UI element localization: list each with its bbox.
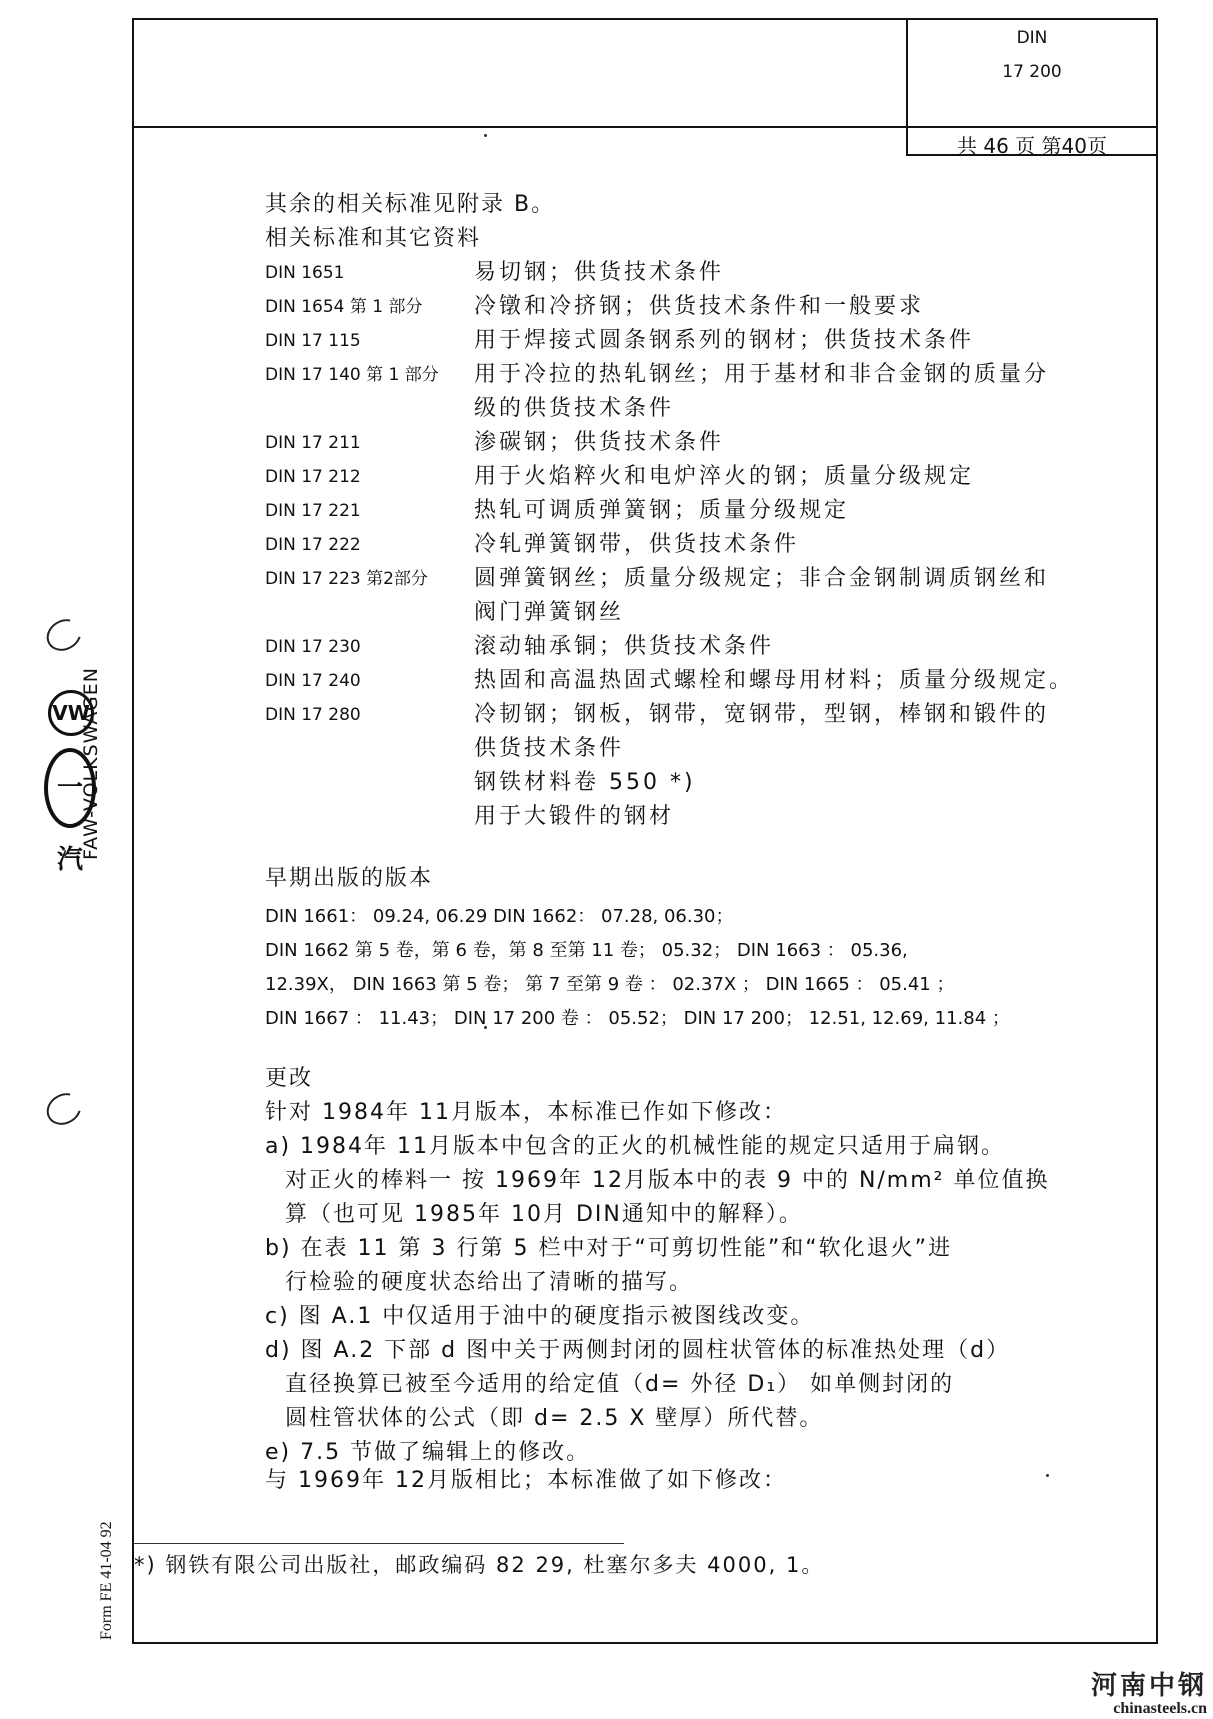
ref-code: DIN 1654 第 1 部分 xyxy=(265,297,423,317)
ref-description: 级的供货技术条件 xyxy=(474,396,675,421)
punch-hole-bottom xyxy=(41,1087,87,1131)
faw-logo: 一汽 xyxy=(44,748,96,828)
earlier-line: DIN 1661： 09.24, 06.29 DIN 1662： 07.28, 06.30； xyxy=(265,906,734,927)
vw-logo: VW xyxy=(48,690,94,736)
page-info: 共 46 页 第40页 xyxy=(957,134,1107,158)
ref-code: DIN 17 230 xyxy=(265,637,361,657)
earlier-line: DIN 1662 第 5 卷，第 6 卷，第 8 至第 11 卷； 05.32； DIN 1663 ： 05.36, xyxy=(265,940,908,961)
speck xyxy=(484,134,487,137)
ref-description: 热轧可调质弹簧钢；质量分级规定 xyxy=(474,498,850,523)
ref-code: DIN 17 223 第2部分 xyxy=(265,569,428,589)
speck xyxy=(1046,1474,1049,1477)
intro-line-1: 其余的相关标准见附录 B。 xyxy=(265,192,556,217)
change-item-line: 行检验的硬度状态给出了清晰的描写。 xyxy=(285,1270,694,1295)
footnote-rule xyxy=(134,1543,624,1544)
watermark xyxy=(1091,1672,1207,1718)
ref-code: DIN 17 222 xyxy=(265,535,361,555)
ref-description: 供货技术条件 xyxy=(474,736,625,761)
header-box xyxy=(906,20,1156,156)
ref-description: 滚动轴承铜；供货技术条件 xyxy=(474,634,775,659)
ref-description: 渗碳钢；供货技术条件 xyxy=(474,430,725,455)
earlier-title: 早期出版的版本 xyxy=(265,866,434,891)
ref-code: DIN 17 212 xyxy=(265,467,361,487)
ref-description: 用于焊接式圆条钢系列的钢材；供货技术条件 xyxy=(474,328,975,353)
punch-hole-top xyxy=(41,613,87,657)
change-item-line: 直径换算已被至今适用的给定值（d= 外径 D₁） 如单侧封闭的 xyxy=(285,1372,955,1397)
brand-vertical-text: FAW-VOLKSWAGEN xyxy=(80,667,102,860)
changes-outro: 与 1969年 12月版相比；本标准做了如下修改： xyxy=(265,1468,787,1493)
ref-description: 冷镦和冷挤钢；供货技术条件和一般要求 xyxy=(474,294,925,319)
ref-code: DIN 17 211 xyxy=(265,433,361,453)
form-number: Form FE 41-04 92 xyxy=(98,1521,115,1640)
watermark-line-2: chinasteels.cn xyxy=(1113,1700,1207,1717)
ref-description: 易切钢；供货技术条件 xyxy=(474,260,725,285)
change-item-line: 算（也可见 1985年 10月 DIN通知中的解释）。 xyxy=(285,1202,803,1227)
watermark-line-1: 河南中钢 xyxy=(1090,1671,1207,1701)
intro-line-2: 相关标准和其它资料 xyxy=(265,226,482,251)
ref-description: 圆弹簧钢丝；质量分级规定；非合金钢制调质钢丝和 xyxy=(474,566,1050,591)
standard-number: 17 200 xyxy=(1002,62,1062,82)
change-item-line: d) 图 A.2 下部 d 图中关于两侧封闭的圆柱状管体的标准热处理（d） xyxy=(265,1338,1011,1363)
footnote: *) 钢铁有限公司出版社，邮政编码 82 29, 杜塞尔多夫 4000, 1。 xyxy=(134,1553,825,1577)
change-item-line: c) 图 A.1 中仅适用于油中的硬度指示被图线改变。 xyxy=(265,1304,815,1329)
ref-description: 冷韧钢；钢板，钢带，宽钢带，型钢，棒钢和锻件的 xyxy=(474,702,1050,727)
earlier-line: DIN 1667 ： 11.43； DIN 17 200 卷 ： 05.52； DIN 17 200； 12.51, 12.69, 11.84 ； xyxy=(265,1008,1010,1029)
change-item-line: b) 在表 11 第 3 行第 5 栏中对于“可剪切性能”和“软化退火”进 xyxy=(265,1236,953,1261)
ref-description: 用于冷拉的热轧钢丝；用于基材和非合金钢的质量分 xyxy=(474,362,1050,387)
changes-title: 更改 xyxy=(265,1066,314,1091)
ref-description: 冷轧弹簧钢带，供货技术条件 xyxy=(474,532,800,557)
ref-code: DIN 17 221 xyxy=(265,501,361,521)
ref-description: 用于大锻件的钢材 xyxy=(474,804,675,829)
change-item-line: e) 7.5 节做了编辑上的修改。 xyxy=(265,1440,591,1465)
earlier-line: 12.39X， DIN 1663 第 5 卷； 第 7 至第 9 卷 ： 02.37X ； DIN 1665 ： 05.41 ； xyxy=(265,974,955,995)
ref-description: 阀门弹簧钢丝 xyxy=(474,600,625,625)
changes-intro: 针对 1984年 11月版本，本标准已作如下修改： xyxy=(265,1100,787,1125)
ref-code: DIN 17 240 xyxy=(265,671,361,691)
ref-description: 钢铁材料卷 550 *) xyxy=(474,770,696,795)
ref-code: DIN 1651 xyxy=(265,263,345,283)
change-item-line: a) 1984年 11月版本中包含的正火的机械性能的规定只适用于扁钢。 xyxy=(265,1134,1006,1159)
ref-description: 热固和高温热固式螺栓和螺母用材料；质量分级规定。 xyxy=(474,668,1075,693)
ref-description: 用于火焰粹火和电炉淬火的钢；质量分级规定 xyxy=(474,464,975,489)
ref-code: DIN 17 140 第 1 部分 xyxy=(265,365,439,385)
change-item-line: 圆柱管状体的公式（即 d= 2.5 X 壁厚）所代替。 xyxy=(285,1406,824,1431)
ref-code: DIN 17 280 xyxy=(265,705,361,725)
standard-label: DIN xyxy=(1016,28,1048,48)
ref-code: DIN 17 115 xyxy=(265,331,361,351)
change-item-line: 对正火的棒料一 按 1969年 12月版本中的表 9 中的 N/mm² 单位值换 xyxy=(285,1168,1050,1193)
